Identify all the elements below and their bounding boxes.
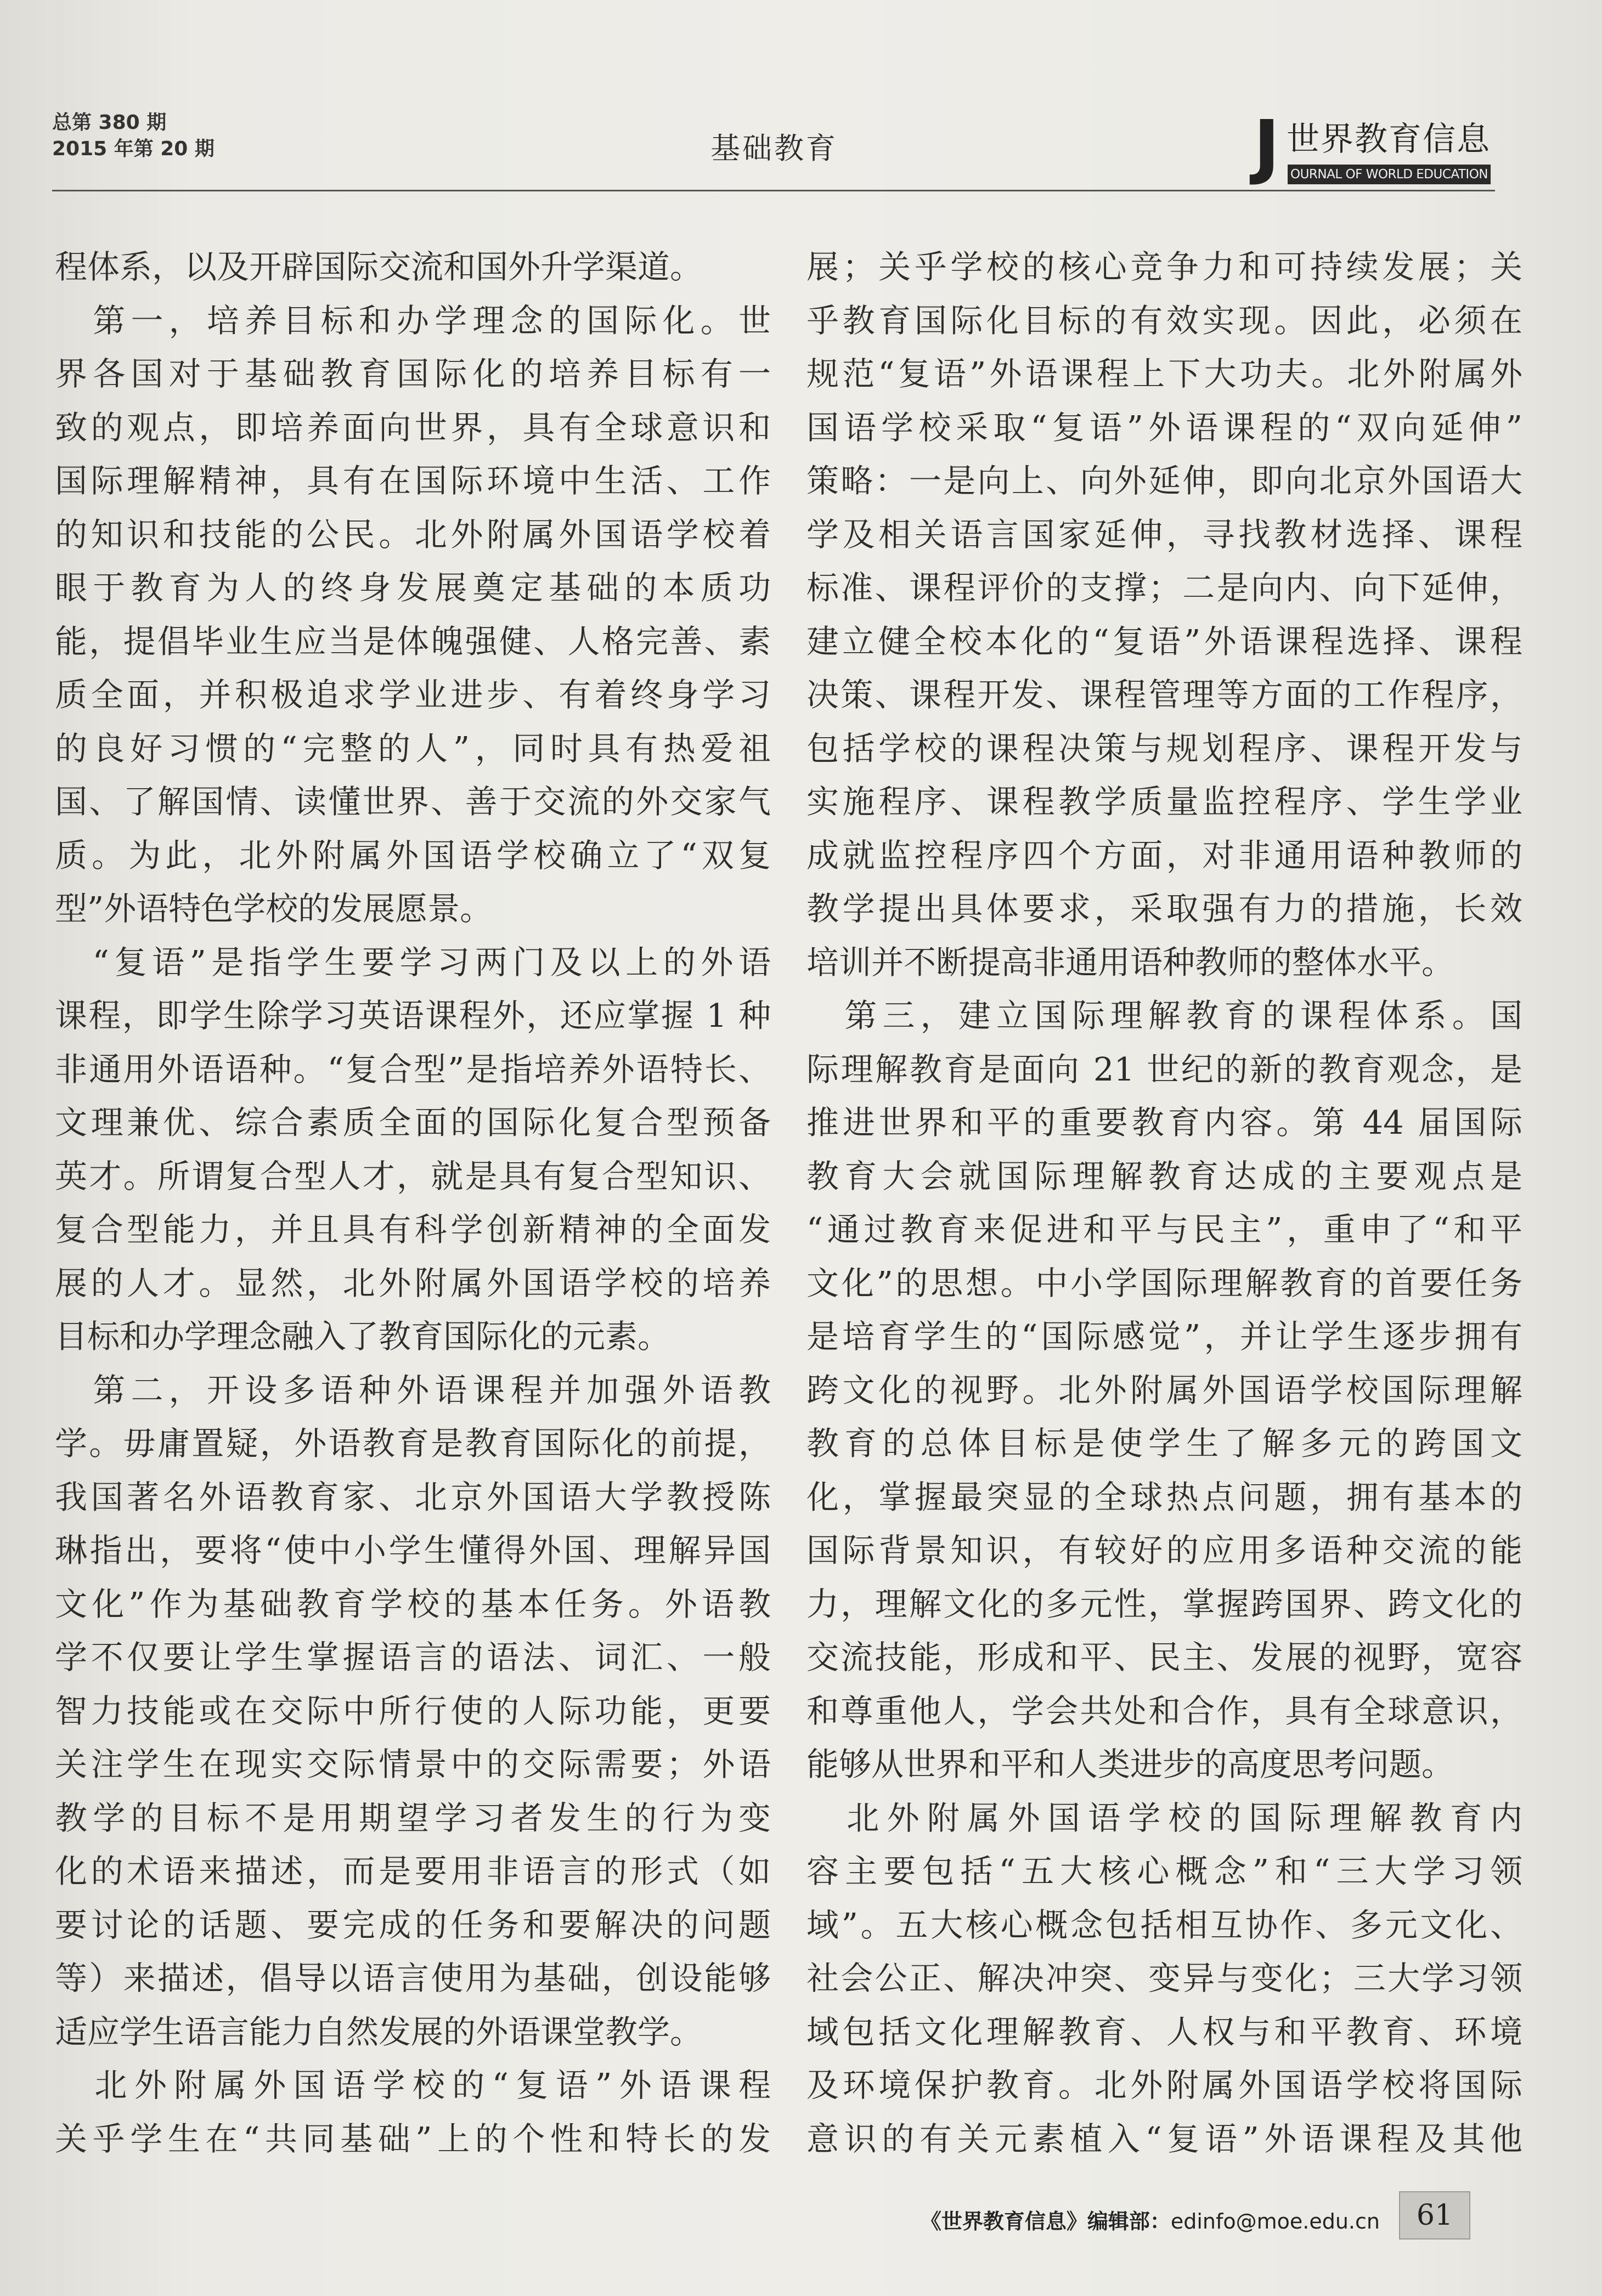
logo-letter: J bbox=[1254, 106, 1280, 188]
journal-logo bbox=[1254, 106, 1495, 188]
text-line: 是培育学生的“国际感觉”，并让学生逐步拥有 bbox=[806, 1317, 1522, 1355]
text-line: 意识的有关元素植入“复语”外语课程及其他 bbox=[806, 2119, 1522, 2158]
text-line: 适应学生语言能力自然发展的外语课堂教学。 bbox=[55, 2012, 703, 2051]
text-line: 课程，即学生除学习英语课程外，还应掌握 1 种 bbox=[55, 997, 771, 1034]
text-line: 关乎学生在“共同基础”上的个性和特长的发 bbox=[55, 2119, 771, 2158]
text-line: 智力技能或在交际中所行使的人际功能，更要 bbox=[55, 1692, 771, 1730]
right-column bbox=[806, 240, 1522, 2165]
text-line: 及环境保护教育。北外附属外国语学校将国际 bbox=[806, 2066, 1522, 2104]
text-line: 化的术语来描述，而是要用非语言的形式（如 bbox=[55, 1852, 771, 1890]
header-divider bbox=[52, 190, 1495, 191]
text-line: 策略：一是向上、向外延伸，即向北京外国语大 bbox=[806, 462, 1522, 500]
text-line: 质全面，并积极追求学业进步、有着终身学习 bbox=[55, 676, 771, 714]
text-line: 跨文化的视野。北外附属外国语学校国际理解 bbox=[806, 1371, 1522, 1409]
text-line: 社会公正、解决冲突、变异与变化；三大学习领 bbox=[806, 1959, 1522, 1997]
text-line: 实施程序、课程教学质量监控程序、学生学业 bbox=[806, 783, 1522, 821]
text-line: 文理兼优、综合素质全面的国际化复合型预备 bbox=[55, 1104, 771, 1141]
text-line: 界各国对于基础教育国际化的培养目标有一 bbox=[55, 355, 771, 393]
footer-contact bbox=[921, 2204, 1380, 2235]
text-line: 文化”作为基础教育学校的基本任务。外语教 bbox=[55, 1585, 771, 1623]
text-line: 学及相关语言国家延伸，寻找教材选择、课程 bbox=[806, 515, 1522, 553]
text-line: 学不仅要让学生掌握语言的语法、词汇、一般 bbox=[55, 1638, 771, 1676]
text-line: 要讨论的话题、要完成的任务和要解决的问题 bbox=[55, 1905, 771, 1944]
text-line: 英才。所谓复合型人才，就是具有复合型知识、 bbox=[55, 1157, 771, 1195]
text-line: 国语学校采取“复语”外语课程的“双向延伸” bbox=[806, 408, 1522, 446]
text-line: 标准、课程评价的支撑；二是向内、向下延伸， bbox=[806, 569, 1522, 607]
text-line: 目标和办学理念融入了教育国际化的元素。 bbox=[55, 1317, 670, 1355]
text-line: 教学的目标不是用期望学习者发生的行为变 bbox=[55, 1799, 771, 1837]
text-line: 际理解教育是面向 21 世纪的新的教育观念，是 bbox=[806, 1050, 1522, 1088]
text-line: 文化”的思想。中小学国际理解教育的首要任务 bbox=[806, 1264, 1522, 1302]
text-line: 推进世界和平的重要教育内容。第 44 届国际 bbox=[806, 1104, 1522, 1141]
text-line: 等）来描述，倡导以语言使用为基础，创设能够 bbox=[55, 1959, 771, 1997]
text-line: 我国著名外语教育家、北京外国语大学教授陈 bbox=[55, 1478, 771, 1516]
left-column bbox=[55, 240, 771, 2165]
text-line: 的知识和技能的公民。北外附属外国语学校着 bbox=[55, 515, 771, 553]
issue-total: 总第 380 期 bbox=[52, 111, 167, 134]
text-line: 教学提出具体要求，采取强有力的措施，长效 bbox=[806, 890, 1522, 928]
text-line: 国际理解精神，具有在国际环境中生活、工作 bbox=[55, 462, 771, 500]
text-line: 和尊重他人，学会共处和合作，具有全球意识， bbox=[806, 1692, 1522, 1730]
page-header bbox=[52, 106, 1495, 192]
text-line: 教育的总体目标是使学生了解多元的跨国文 bbox=[806, 1424, 1522, 1462]
text-line: 琳指出，要将“使中小学生懂得外国、理解异国 bbox=[55, 1531, 771, 1569]
text-line: 致的观点，即培养面向世界，具有全球意识和 bbox=[55, 408, 771, 446]
text-line: 型”外语特色学校的发展愿景。 bbox=[55, 890, 493, 928]
issue-info bbox=[52, 110, 215, 162]
issue-year: 2015 年第 20 期 bbox=[52, 138, 215, 160]
text-line: 非通用外语语种。“复合型”是指培养外语特长、 bbox=[55, 1050, 771, 1088]
text-line: 质。为此，北外附属外国语学校确立了“双复 bbox=[55, 836, 771, 874]
text-line: 培训并不断提高非通用语种教师的整体水平。 bbox=[806, 943, 1454, 981]
text-line: 北外附属外国语学校的国际理解教育内 bbox=[806, 1799, 1522, 1837]
logo-name-en: OURNAL OF WORLD EDUCATION bbox=[1288, 165, 1491, 184]
text-line: 能够从世界和平和人类进步的高度思考问题。 bbox=[806, 1745, 1454, 1783]
text-line: 化，掌握最突显的全球热点问题，拥有基本的 bbox=[806, 1478, 1522, 1516]
text-line: 乎教育国际化目标的有效实现。因此，必须在 bbox=[806, 301, 1522, 340]
text-line: 域包括文化理解教育、人权与和平教育、环境 bbox=[806, 2012, 1522, 2051]
page-number: 61 bbox=[1399, 2191, 1470, 2240]
text-line: 交流技能，形成和平、民主、发展的视野，宽容 bbox=[806, 1638, 1522, 1676]
footer-email: edinfo@moe.edu.cn bbox=[1170, 2209, 1380, 2233]
text-line: 眼于教育为人的终身发展奠定基础的本质功 bbox=[55, 569, 771, 607]
section-title: 基础教育 bbox=[710, 131, 838, 166]
text-line: 容主要包括“五大核心概念”和“三大学习领 bbox=[806, 1852, 1522, 1890]
text-line: “复语”是指学生要学习两门及以上的外语 bbox=[55, 943, 771, 981]
text-line: 关注学生在现实交际情景中的交际需要；外语 bbox=[55, 1745, 771, 1783]
text-line: 第一，培养目标和办学理念的国际化。世 bbox=[55, 301, 771, 340]
logo-name-cn: 世界教育信息 bbox=[1287, 120, 1491, 159]
text-line: 能，提倡毕业生应当是体魄强健、人格完善、素 bbox=[55, 622, 771, 660]
text-line: 国、了解国情、读懂世界、善于交流的外交家气 bbox=[55, 783, 771, 821]
text-line: 规范“复语”外语课程上下大功夫。北外附属外 bbox=[806, 355, 1522, 393]
text-line: 复合型能力，并且具有科学创新精神的全面发 bbox=[55, 1211, 771, 1248]
text-line: 建立健全校本化的“复语”外语课程选择、课程 bbox=[806, 622, 1522, 660]
text-line: 包括学校的课程决策与规划程序、课程开发与 bbox=[806, 729, 1522, 767]
text-line: 力，理解文化的多元性，掌握跨国界、跨文化的 bbox=[806, 1585, 1522, 1623]
text-line: 成就监控程序四个方面，对非通用语种教师的 bbox=[806, 836, 1522, 874]
text-line: 北外附属外国语学校的“复语”外语课程 bbox=[55, 2066, 771, 2104]
text-line: 第三，建立国际理解教育的课程体系。国 bbox=[806, 997, 1522, 1034]
text-line: 的良好习惯的“完整的人”，同时具有热爱祖 bbox=[55, 729, 771, 767]
text-line: 国际背景知识，有较好的应用多语种交流的能 bbox=[806, 1531, 1522, 1569]
text-line: 域”。五大核心概念包括相互协作、多元文化、 bbox=[806, 1905, 1522, 1944]
text-line: 展；关乎学校的核心竞争力和可持续发展；关 bbox=[806, 248, 1522, 286]
text-line: 第二，开设多语种外语课程并加强外语教 bbox=[55, 1371, 771, 1409]
text-line: 展的人才。显然，北外附属外国语学校的培养 bbox=[55, 1264, 771, 1302]
text-line: 学。毋庸置疑，外语教育是教育国际化的前提， bbox=[55, 1424, 771, 1462]
text-line: 决策、课程开发、课程管理等方面的工作程序， bbox=[806, 676, 1522, 714]
text-line: 教育大会就国际理解教育达成的主要观点是 bbox=[806, 1157, 1522, 1195]
page-footer bbox=[922, 2191, 1470, 2241]
text-line: 程体系，以及开辟国际交流和国外升学渠道。 bbox=[55, 248, 703, 286]
footer-editorial: 编辑部： bbox=[1087, 2209, 1171, 2233]
footer-journal: 《世界教育信息》 bbox=[920, 2209, 1087, 2233]
text-line: “通过教育来促进和平与民主”，重申了“和平 bbox=[806, 1211, 1522, 1248]
